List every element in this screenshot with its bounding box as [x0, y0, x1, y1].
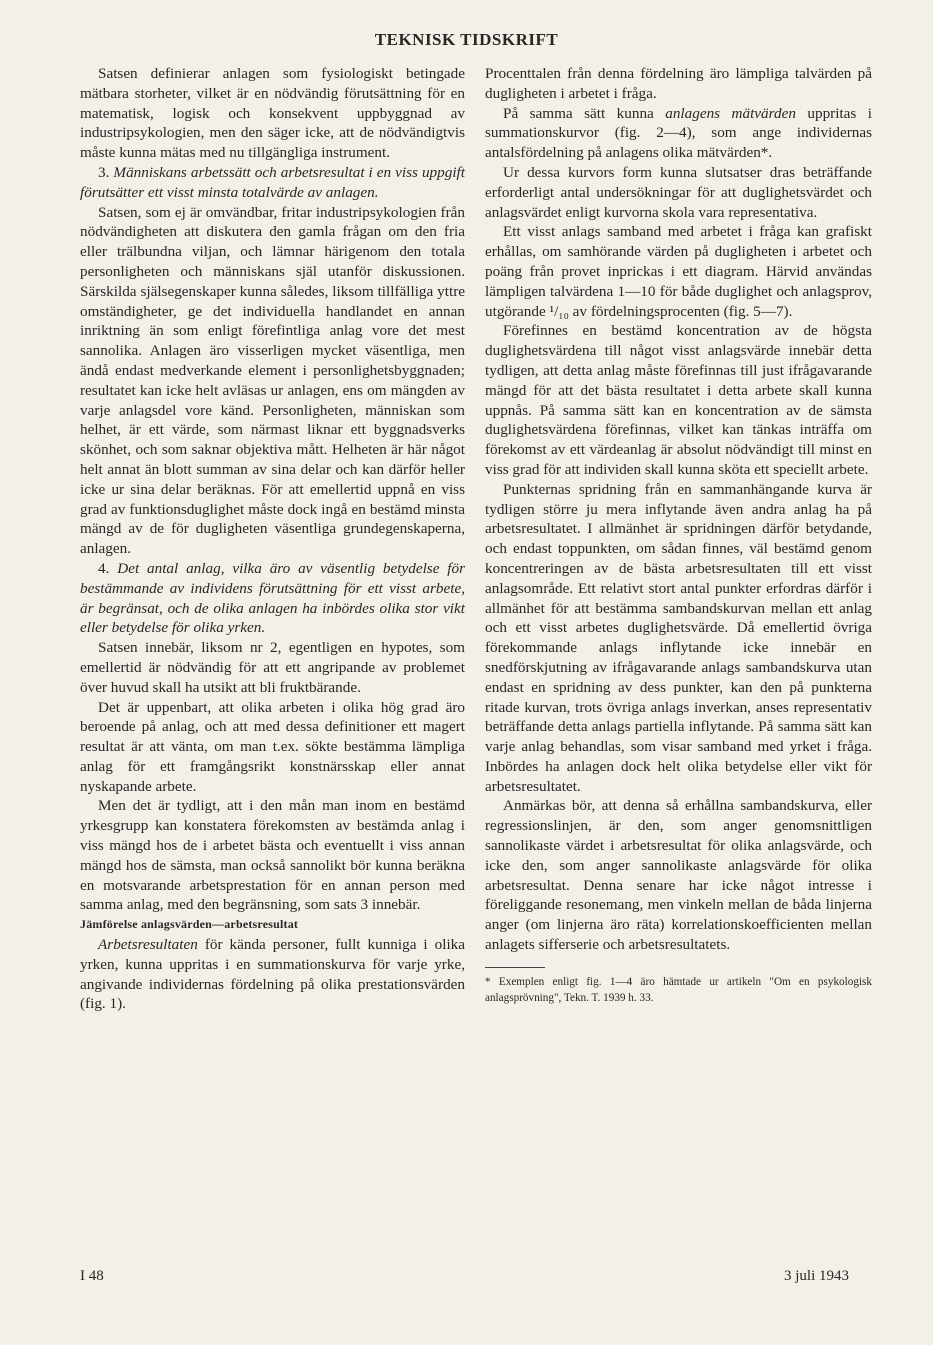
thesis-number: 4. [98, 559, 110, 577]
paragraph: Förefinnes en bestämd koncentration av de högsta duglighetsvärdena till något visst anlagsvärde innebär detta tydligen, att detta anlag måste förefinnas till just ifrågavarande mängd för att det bästa resultatet i detta arbete skall kunna uppnås. På samma sätt kan en koncentration av de sämsta duglighetsvärdena förefinnas, vilket kan tänkas inträffa om förekomst av ett värdeanlag är absolut nödvändigt till minst en viss grad för att individen skall kunna sköta ett speciellt arbete. [485, 322, 872, 478]
emphasis: Arbetsresultaten [98, 936, 198, 954]
paragraph: Satsen, som ej är omvändbar, fritar industripsykologien från nödvändigheten att diskutera den gamla frågan om den fria eller trälbundna viljan, och lämnar härigenom den totala personligheten och människans själ utanför diskussionen. Särskilda själsegenskaper kunna således, liksom tillfälliga yttre omständigheter, ge det individuella handlandet en annan inriktning än som enligt förefintliga anlag vore det mest sannolika. Anlagen äro visserligen mycket väsentliga, men ändå endast medverkande element i personlighetsbyggnaden; resultatet kan icke helt avläsas ur anlagen, ens om mängden av varje anlagsdel vore känd. Personligheten, människan som helhet, är ett värde, som närmast liknar ett byggnadsverks skönhet, och som saknar objektiva mått. Helheten är här något helt annat än blott summan av sina delar och kan därför heller icke ur sina delar beräknas. För att emellertid uppnå en viss grad av funktionsduglighet måste dock ingå en bestämd minsta mängd av de för dugligheten väsentliga grundegenskaperna, anlagen. [80, 203, 465, 558]
thesis-number: 3. [98, 163, 110, 181]
paragraph: Ett visst anlags samband med arbetet i fråga kan grafiskt erhållas, om samhörande värden på dugligheten i arbetet och poäng från provet inprickas i ett diagram. Härvid användas lämpligen talvärdena 1—10 för både duglighet och anlagsprov, utgörande ¹/₁₀ av fördelningsprocenten (fig. 5—7). [485, 223, 872, 320]
paragraph: Anmärkas bör, att denna så erhållna sambandskurva, eller regressionslinjen, är den, som anger genomsnittligen sannolikaste värdet i arbetsresultat för olika anlagsvärde, och icke den, som anger sannolikaste anlagsvärde för olika arbetsresultat. Denna senare har icke något intresse i föreliggande resonemang, men vinkeln mellan de båda linjerna anger (om linjerna äro räta) korrelationskoefficienten mellan anlagets sifferserie och arbetsresultatets. [485, 797, 872, 954]
page-number: I 48 [80, 1268, 104, 1284]
right-column [485, 64, 872, 1006]
paragraph-text: På samma sätt kunna [503, 104, 666, 122]
left-column [80, 64, 465, 1014]
numbered-thesis-4 [80, 559, 465, 638]
paragraph-text: uppritas i summationskurvor (fig. 2—4), som ange individernas antalsfördelning på anlagens olika mätvärden*. [485, 104, 872, 162]
emphasis: anlagens mätvärden [665, 104, 796, 122]
issue-date: 3 juli 1943 [784, 1268, 850, 1284]
paragraph [485, 104, 872, 163]
paragraph: Men det är tydligt, att i den mån man inom en bestämd yrkesgrupp kan konstatera förekomsten av bestämda anlag i viss mängd hos de i arbetet bästa och eventuellt i viss annan mängd hos de sämsta, man också sannolikt bör kunna beräkna en motsvarande arbetsprestation för en annan person med samma anlag, med den begränsning, som sats 3 innebär. [80, 797, 465, 914]
footnote-divider [485, 967, 545, 968]
paragraph: Punkternas spridning från en sammanhängande kurva är tydligen större ju mera inflytande även andra anlag ha på arbetsresultatet. I allmänhet är spridningen därför betydande, och endast toppunkten, om sådan finnes, väl bestämd genom koncentreringen av de bästa arbetsresultaten till ett visst anlagsområde. Ett relativt stort antal punkter erfordras därför i allmänhet för att bestämma sambandskurvan mellan ett anlag och ett visst arbetes duglighetsvärde. Då emellertid övriga förekommande anlags inflytande icke innebär en snedförskjutning av ifrågavarande anlags sambandskurva utan endast en spridning av dess punkter, kan den på punkterna ritade kurvan, trots övriga anlags inverkan, anses representativ beträffande detta anlags partiella inflytande. På samma sätt kan varje anlag behandlas, som visar samband med yrket i fråga. Inbördes ha anlagen dock helt olika betydelse eller vikt för arbetsresultatet. [485, 480, 872, 795]
paragraph: Procenttalen från denna fördelning äro lämpliga talvärden på dugligheten i arbetet i fråga. [485, 65, 872, 102]
journal-masthead: TEKNISK TIDSKRIFT [374, 30, 559, 49]
section-subheading: Jämförelse anlagsvärden—arbetsresultat [80, 917, 299, 932]
paragraph: Satsen definierar anlagen som fysiologiskt betingade mätbara storheter, vilket är en nödvändig förutsättning för en matematisk, logisk och konsekvent uppbyggnad av industripsykologien, men den säger icke, att de nödvändigtvis måste kunna mätas med nu tillgängliga instrument. [80, 65, 465, 162]
paragraph: Ur dessa kurvors form kunna slutsatser dras beträffande erforderligt antal undersökningar för att duglighetsvärdet och anlagsvärdet enligt kurvorna skola vara representativa. [485, 163, 872, 221]
thesis-text: Det antal anlag, vilka äro av väsentlig betydelse för bestämmande av individens förutsättning för ett visst arbete, är begränsat, och de olika anlagen ha inbördes olika stor vikt eller betydelse för olika yrken. [80, 559, 466, 637]
footnote: * Exemplen enligt fig. 1—4 äro hämtade ur artikeln "Om en psykologisk anlagsprövning", Tekn. T. 1939 h. 33. [485, 975, 872, 1004]
paragraph-text: för kända personer, fullt kunniga i olika yrken, kunna uppritas i en summationskurva för varje yrke, angivande individernas fördelning på olika prestationsvärden (fig. 1). [80, 936, 465, 1013]
paragraph: Det är uppenbart, att olika arbeten i olika hög grad äro beroende på anlag, och att med dessa definitioner ett magert resultat är att vänta, om man t.ex. sökte bestämma lämpliga anlag för ett framgångsrikt konstnärsskap eller annat nyskapande arbete. [80, 698, 465, 795]
paragraph: Satsen innebär, liksom nr 2, egentligen en hypotes, som emellertid är nödvändig för att ett angripande av problemet över huvud skall ha utsikt att bli fruktbärande. [80, 639, 465, 696]
thesis-text: Människans arbetssätt och arbetsresultat i en viss uppgift förutsätter ett visst minsta totalvärde av anlagen. [80, 163, 465, 201]
paragraph [80, 935, 465, 1014]
numbered-thesis-3 [80, 163, 465, 203]
